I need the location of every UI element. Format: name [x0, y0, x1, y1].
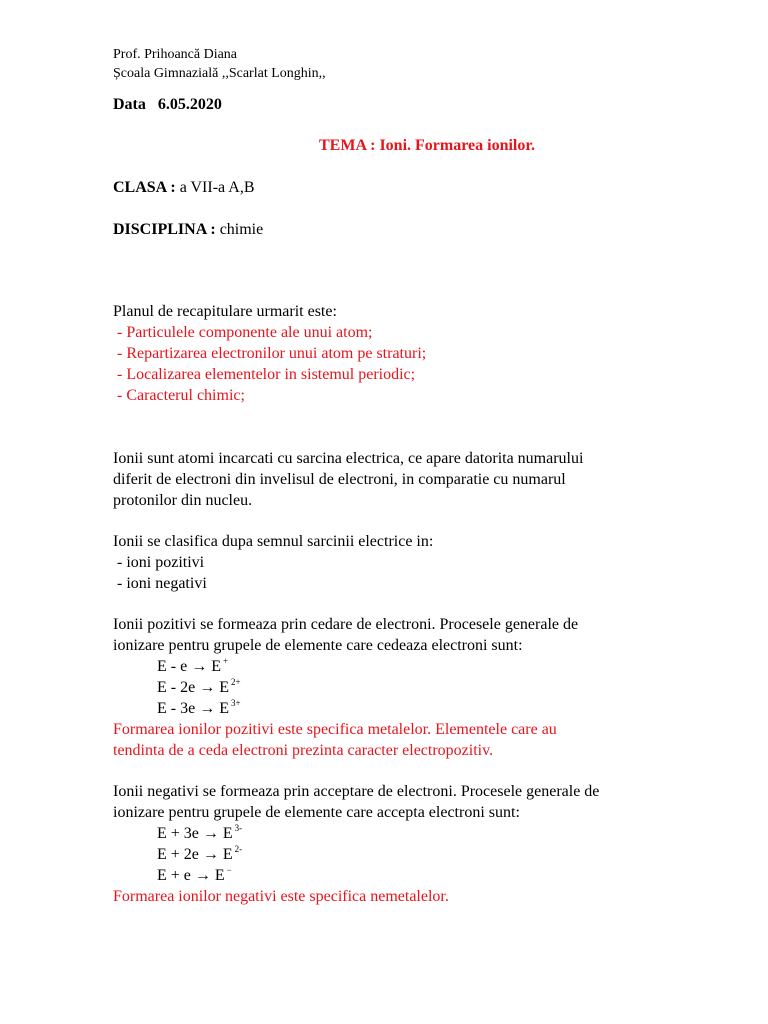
equation-lhs: E + 2e → E	[157, 846, 233, 863]
tema-heading	[319, 136, 535, 156]
ion-charge: −	[226, 865, 232, 875]
definition-line: protonilor din nucleu.	[113, 492, 253, 509]
equation-positive	[157, 678, 241, 699]
school-name: Școala Gimnazială ,,Scarlat Longhin,,	[113, 66, 326, 81]
negative-conclusion: Formarea ionilor negativi este specifica nemetalelor.	[113, 888, 449, 905]
tema-label: TEMA :	[319, 137, 376, 154]
equation-lhs: E + e → E	[157, 867, 225, 884]
positive-text: ionizare pentru grupele de elemente care cedeaza electroni sunt:	[113, 637, 523, 654]
definition-line: Ionii sunt atomi incarcati cu sarcina electrica, ce apare datorita numarului	[113, 450, 584, 467]
ion-charge: 2+	[230, 677, 241, 687]
equation-lhs: E - 3e → E	[157, 700, 229, 717]
clasa-line	[113, 178, 254, 198]
classification-item: - ioni pozitivi	[117, 554, 205, 571]
classification-intro: Ionii se clasifica dupa semnul sarcinii electrice in:	[113, 533, 434, 550]
ion-charge: 2-	[234, 844, 243, 854]
equation-negative	[157, 845, 242, 866]
plan-item: - Caracterul chimic;	[117, 387, 245, 404]
ion-charge: 3-	[234, 823, 243, 833]
negative-text: Ionii negativi se formeaza prin acceptare de electroni. Procesele generale de	[113, 783, 600, 800]
equation-lhs: E + 3e → E	[157, 825, 233, 842]
clasa-value: a VII-a A,B	[179, 179, 255, 196]
date-line	[113, 95, 222, 115]
definition-line: diferit de electroni din invelisul de electroni, in comparatie cu numarul	[113, 471, 566, 488]
date-value: 6.05.2020	[157, 96, 222, 113]
equation-negative	[157, 866, 232, 887]
ion-charge: 3+	[230, 698, 241, 708]
disciplina-value: chimie	[219, 221, 264, 238]
equation-negative	[157, 824, 242, 845]
tema-title: Ioni. Formarea ionilor.	[379, 137, 536, 154]
equation-lhs: E - 2e → E	[157, 679, 229, 696]
plan-item: - Repartizarea electronilor unui atom pe straturi;	[117, 345, 427, 362]
disciplina-label: DISCIPLINA :	[113, 221, 216, 238]
teacher-name: Prof. Prihoancă Diana	[113, 47, 238, 62]
classification-item: - ioni negativi	[117, 575, 207, 592]
plan-item: - Localizarea elementelor in sistemul periodic;	[117, 366, 416, 383]
positive-text: Ionii pozitivi se formeaza prin cedare de electroni. Procesele generale de	[113, 616, 579, 633]
negative-text: ionizare pentru grupele de elemente care accepta electroni sunt:	[113, 804, 520, 821]
equation-lhs: E - e → E	[157, 658, 221, 675]
clasa-label: CLASA :	[113, 179, 176, 196]
plan-item: - Particulele componente ale unui atom;	[117, 324, 373, 341]
disciplina-line	[113, 220, 263, 240]
equation-positive	[157, 699, 241, 720]
date-label: Data	[113, 96, 146, 113]
equation-positive	[157, 657, 228, 678]
ion-charge: +	[222, 656, 229, 666]
positive-conclusion: Formarea ionilor pozitivi este specifica metalelor. Elementele care au	[113, 721, 557, 738]
plan-intro: Planul de recapitulare urmarit este:	[113, 303, 337, 320]
positive-conclusion: tendinta de a ceda electroni prezinta caracter electropozitiv.	[113, 742, 494, 759]
